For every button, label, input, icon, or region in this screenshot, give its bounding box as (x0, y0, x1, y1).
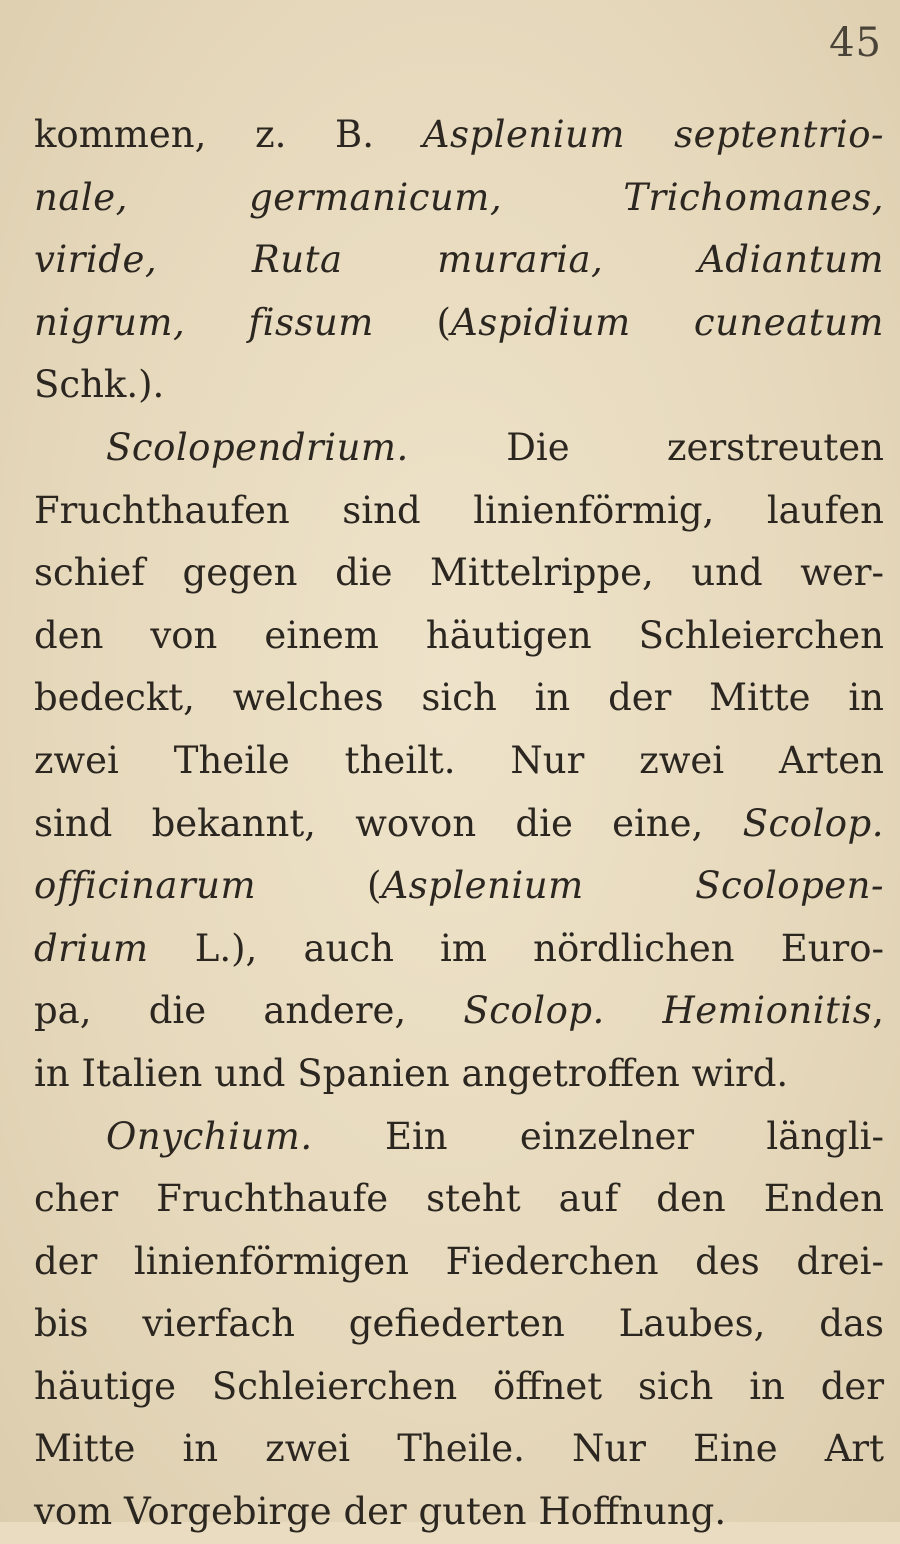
text-line: drium L.), auch im nördlichen Euro- (34, 926, 884, 970)
text-line: Onychium. Ein einzelner längli- (106, 1114, 884, 1158)
text-line: zwei Theile theilt. Nur zwei Arten (34, 738, 884, 782)
text-line: cher Fruchthaufe steht auf den Enden (34, 1177, 884, 1221)
text-line: officinarum (Asplenium Scolopen- (34, 864, 884, 908)
text-line: bedeckt, welches sich in der Mitte in (34, 676, 884, 720)
text-line: sind bekannt, wovon die eine, Scolop. (34, 801, 884, 845)
text-line: viride, Ruta muraria, Adiantum (34, 238, 884, 282)
page-number: 45 (829, 20, 882, 66)
text-line: bis vierfach gefiederten Laubes, das (34, 1302, 884, 1346)
text-line: vom Vorgebirge der guten Hoffnung. (34, 1490, 727, 1534)
text-line: schief gegen die Mittelrippe, und wer- (34, 551, 884, 595)
text-line: Fruchthaufen sind linienförmig, laufen (34, 488, 884, 532)
text-line: häutige Schleierchen öffnet sich in der (34, 1364, 884, 1408)
text-line: Mitte in zwei Theile. Nur Eine Art (34, 1427, 884, 1471)
text-line: pa, die andere, Scolop. Hemionitis, (34, 989, 884, 1033)
paragraph (34, 417, 884, 1106)
text-line: Scolopendrium. Die zerstreuten (106, 425, 884, 469)
text-line: Schk.). (34, 363, 165, 407)
text-line: der linienförmigen Fiederchen des drei- (34, 1239, 884, 1283)
paragraph (34, 1106, 884, 1544)
text-line: kommen, z. B. Asplenium septentrio- (34, 113, 885, 156)
text-line: nale, germanicum, Trichomanes, (34, 175, 884, 219)
text-line: in Italien und Spanien angetroffen wird. (34, 1051, 789, 1095)
text-line: den von einem häutigen Schleierchen (34, 613, 884, 657)
paragraph (34, 104, 884, 417)
text-line: nigrum, fissum (Aspidium cuneatum (34, 300, 884, 344)
body-text (34, 104, 884, 1544)
